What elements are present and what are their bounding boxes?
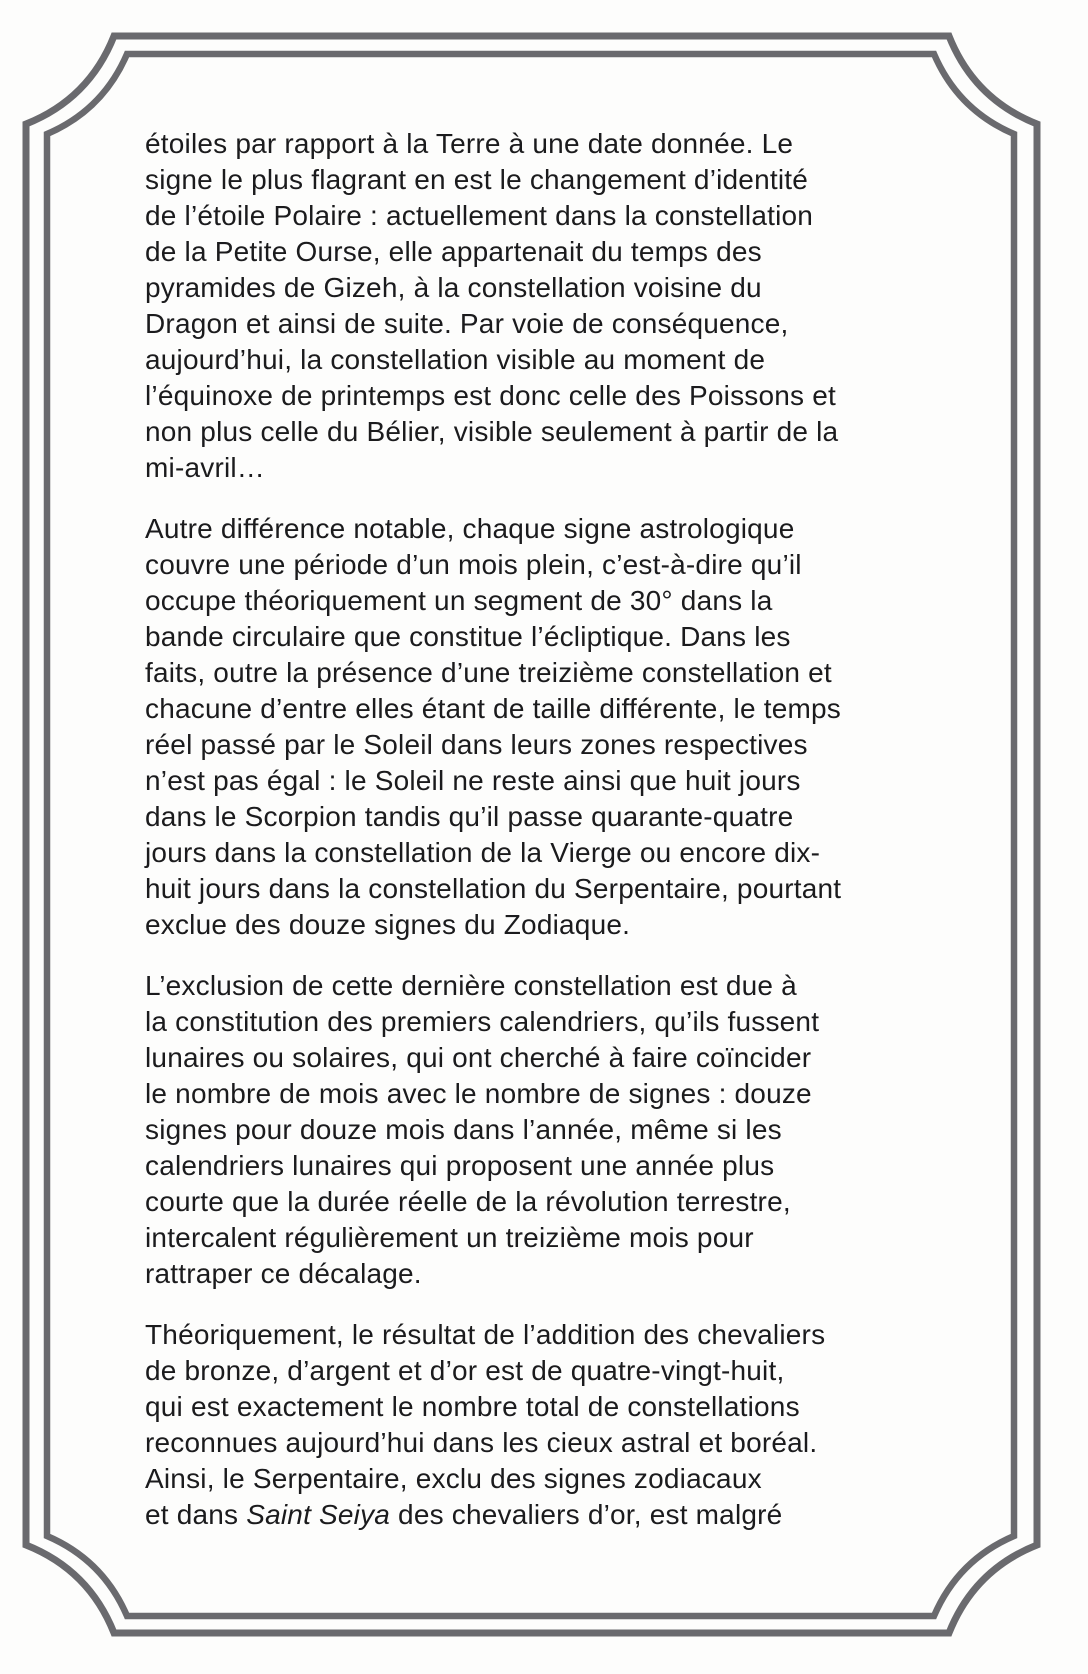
text-line: signes pour douze mois dans l’année, même si les xyxy=(145,1114,782,1145)
text-segment: des chevaliers d’or, est malgré xyxy=(390,1499,783,1530)
text-line: Autre différence notable, chaque signe astrologique xyxy=(145,513,795,544)
text-line: de la Petite Ourse, elle appartenait du temps des xyxy=(145,236,762,267)
text-line: de bronze, d’argent et d’or est de quatre-vingt-huit, xyxy=(145,1355,785,1386)
paragraph-3 xyxy=(145,968,965,1292)
text-line: reconnues aujourd’hui dans les cieux astral et boréal. xyxy=(145,1427,818,1458)
text-line: L’exclusion de cette dernière constellation est due à xyxy=(145,970,797,1001)
text-line: occupe théoriquement un segment de 30° dans la xyxy=(145,585,773,616)
text-line: mi-avril… xyxy=(145,452,266,483)
text-line: réel passé par le Soleil dans leurs zones respectives xyxy=(145,729,808,760)
text-line: calendriers lunaires qui proposent une année plus xyxy=(145,1150,775,1181)
text-line: bande circulaire que constitue l’écliptique. Dans les xyxy=(145,621,791,652)
text-line: huit jours dans la constellation du Serpentaire, pourtant xyxy=(145,873,842,904)
text-line: faits, outre la présence d’une treizième constellation et xyxy=(145,657,832,688)
page-text xyxy=(145,126,965,1533)
text-line: exclue des douze signes du Zodiaque. xyxy=(145,909,631,940)
text-line: de l’étoile Polaire : actuellement dans la constellation xyxy=(145,200,814,231)
paragraph-4 xyxy=(145,1317,965,1533)
text-line: le nombre de mois avec le nombre de signes : douze xyxy=(145,1078,812,1109)
text-line: Ainsi, le Serpentaire, exclu des signes zodiacaux xyxy=(145,1463,762,1494)
text-line: pyramides de Gizeh, à la constellation voisine du xyxy=(145,272,762,303)
text-line: couvre une période d’un mois plein, c’est-à-dire qu’il xyxy=(145,549,802,580)
text-line: signe le plus flagrant en est le changement d’identité xyxy=(145,164,809,195)
book-title-saint-seiya: Saint Seiya xyxy=(246,1499,391,1530)
text-line: non plus celle du Bélier, visible seulement à partir de la xyxy=(145,416,839,447)
paragraph-2 xyxy=(145,511,965,943)
text-line: chacune d’entre elles étant de taille différente, le temps xyxy=(145,693,841,724)
text-line: dans le Scorpion tandis qu’il passe quarante-quatre xyxy=(145,801,794,832)
text-line: rattraper ce décalage. xyxy=(145,1258,422,1289)
text-line: aujourd’hui, la constellation visible au moment de xyxy=(145,344,766,375)
text-line: Théoriquement, le résultat de l’addition des chevaliers xyxy=(145,1319,826,1350)
text-line-with-title xyxy=(145,1497,965,1533)
text-line: l’équinoxe de printemps est donc celle des Poissons et xyxy=(145,380,836,411)
text-line: la constitution des premiers calendriers, qu’ils fussent xyxy=(145,1006,820,1037)
text-line: intercalent régulièrement un treizième mois pour xyxy=(145,1222,754,1253)
text-line: courte que la durée réelle de la révolution terrestre, xyxy=(145,1186,791,1217)
text-line: n’est pas égal : le Soleil ne reste ainsi que huit jours xyxy=(145,765,801,796)
text-line: Dragon et ainsi de suite. Par voie de conséquence, xyxy=(145,308,789,339)
text-line: lunaires ou solaires, qui ont cherché à faire coïncider xyxy=(145,1042,812,1073)
text-segment: et dans xyxy=(145,1499,247,1530)
text-line: qui est exactement le nombre total de constellations xyxy=(145,1391,800,1422)
text-line: jours dans la constellation de la Vierge ou encore dix- xyxy=(145,837,821,868)
paragraph-1 xyxy=(145,126,965,486)
text-line: étoiles par rapport à la Terre à une date donnée. Le xyxy=(145,128,794,159)
